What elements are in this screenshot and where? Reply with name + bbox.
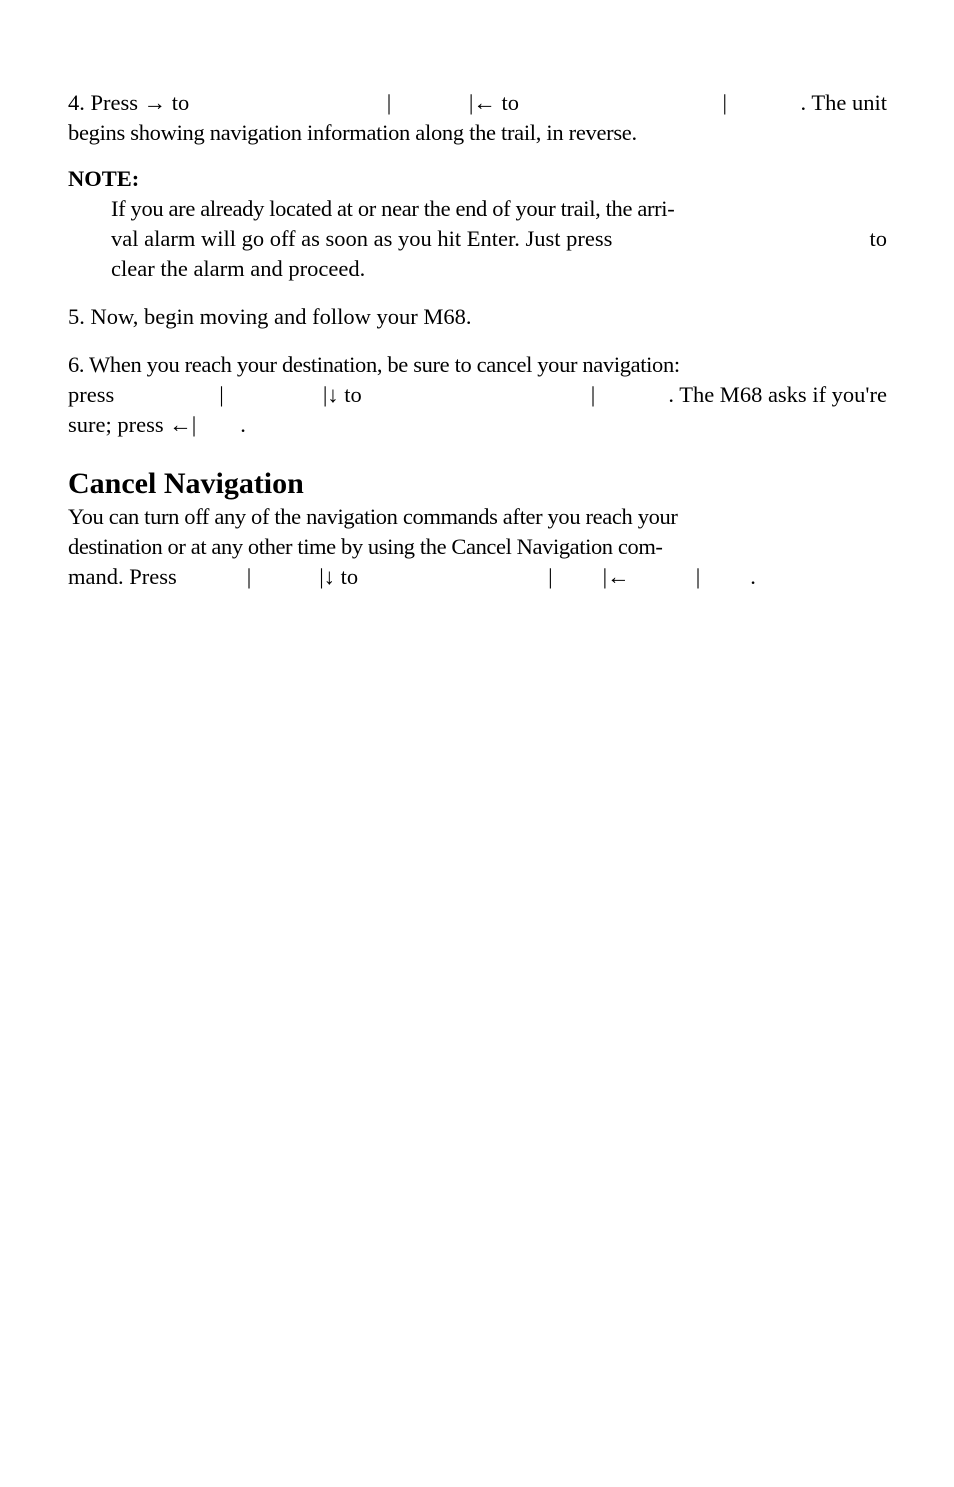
note-block [68, 164, 887, 284]
cancel-fragment: destination or at any other time by using the Cancel Navigation com- [68, 534, 663, 559]
step-6-line-3 [68, 410, 887, 440]
step-6 [68, 350, 887, 440]
step-6-line-2 [68, 380, 887, 410]
cancel-fragment: You can turn off any of the navigation commands after you reach your [68, 504, 678, 529]
step-4-fragment: 4. Press → to [68, 90, 190, 115]
step-4-line-2: begins showing navigation information along the trail, in reverse. [68, 120, 637, 145]
step-4-fragment: . The unit [800, 90, 887, 115]
step-4 [68, 88, 887, 148]
step-4-fragment: |← to [468, 90, 519, 115]
cancel-line-3 [68, 562, 887, 592]
section-heading: Cancel Navigation [68, 467, 304, 500]
step-4-fragment: | [386, 90, 392, 115]
step-6-fragment: sure; press ←| [68, 412, 197, 437]
note-body [68, 194, 887, 284]
page-content [68, 88, 887, 592]
step-4-line-1 [68, 88, 887, 118]
cancel-fragment: | [695, 564, 701, 589]
step-6-fragment: . The M68 asks if you're [668, 382, 887, 407]
note-line-1 [111, 194, 887, 224]
cancel-fragment: mand. Press [68, 564, 177, 589]
note-fragment: to [869, 226, 887, 251]
note-fragment: If you are already located at or near the end of your trail, the arri- [111, 196, 675, 221]
cancel-fragment: | [246, 564, 252, 589]
note-line-3 [111, 254, 887, 284]
cancel-fragment: |← [602, 564, 630, 589]
cancel-fragment: | [548, 564, 553, 589]
step-6-fragment: |↓ to [322, 382, 362, 407]
note-fragment: clear the alarm and proceed. [111, 256, 366, 281]
step-6-fragment: . [240, 412, 246, 437]
step-6-line-1 [68, 350, 887, 380]
note-line-2 [111, 224, 887, 254]
cancel-fragment: |↓ to [319, 564, 359, 589]
cancel-line-2 [68, 532, 887, 562]
step-6-fragment: press [68, 382, 115, 407]
step-6-fragment: | [219, 382, 224, 407]
note-fragment: val alarm will go off as soon as you hit Enter. Just press [111, 226, 613, 251]
step-6-fragment: | [590, 382, 596, 407]
step-5: 5. Now, begin moving and follow your M68. [68, 304, 472, 329]
cancel-fragment: . [750, 564, 756, 589]
cancel-section-body [68, 502, 887, 592]
cancel-line-1 [68, 502, 887, 532]
step-4-fragment: | [722, 90, 727, 115]
note-label: NOTE: [68, 166, 140, 191]
step-6-fragment: 6. When you reach your destination, be sure to cancel your navigation: [68, 352, 680, 377]
